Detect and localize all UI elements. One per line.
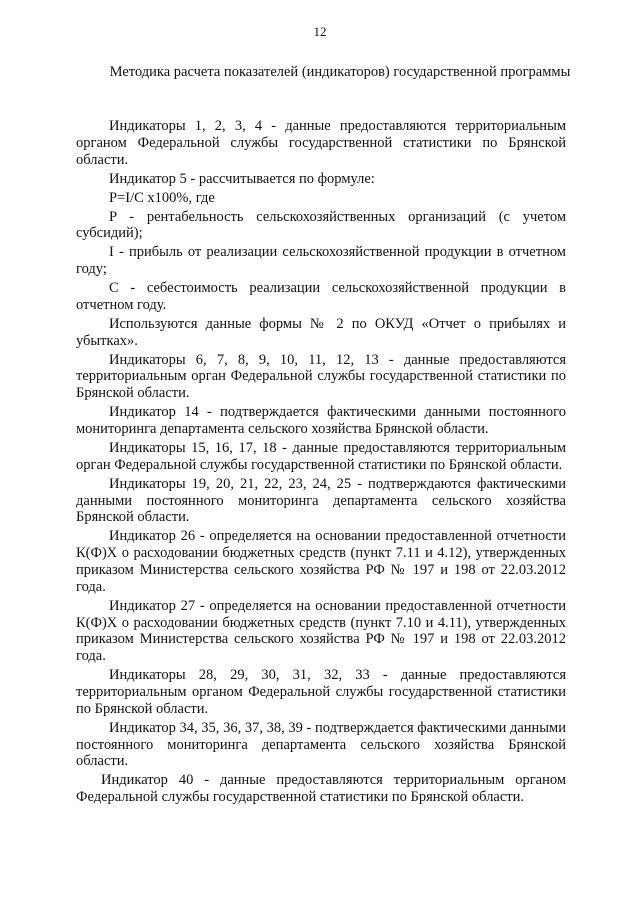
paragraph-indicators-1-4: Индикаторы 1, 2, 3, 4 - данные предоставляются территориальным органом Федеральной службы государственной статистики по Брянской области. <box>76 118 566 168</box>
paragraph-indicators-34-39: Индикатор 34, 35, 36, 37, 38, 39 - подтверждается фактическими данными постоянного мониторинга департамента сельского хозяйства Брянской области. <box>76 719 566 770</box>
formula: P=I/C x100%, где <box>109 189 215 206</box>
paragraph-indicators-28-33: Индикаторы 28, 29, 30, 31, 32, 33 - данные предоставляются территориальным органом Федеральной службы государственной статистики по Брянской области. <box>76 667 566 717</box>
paragraph-okud-form: Используются данные формы № 2 по ОКУД «Отчет о прибылях и убытках». <box>76 315 566 349</box>
document-title: Методика расчета показателей (индикаторов) государственной программы <box>109 64 571 80</box>
paragraph-indicator-27: Индикатор 27 - определяется на основании предоставленной отчетности К(Ф)Х о расходовании бюджетных средств (пункт 7.10 и 4.11), утвержденных приказом Министерства сельского хозяйства РФ № 197 и 198 от 22.03.2012 года. <box>76 597 566 665</box>
formula-definition-i: I - прибыль от реализации сельскохозяйственной продукции в отчетном году; <box>76 244 566 278</box>
paragraph-indicators-19-25: Индикаторы 19, 20, 21, 22, 23, 24, 25 - подтверждаются фактическими данными постоянного мониторинга департамента сельского хозяйства Брянской области. <box>76 475 566 526</box>
paragraph-indicator-14: Индикатор 14 - подтверждается фактическими данными постоянного мониторинга департамента сельского хозяйства Брянской области. <box>76 404 566 438</box>
paragraph-indicator-5: Индикатор 5 - рассчитывается по формуле: <box>109 170 375 187</box>
document-body <box>76 118 566 808</box>
paragraph-indicator-40: Индикатор 40 - данные предоставляются территориальным органом Федеральной службы государственной статистики по Брянской области. <box>76 772 566 806</box>
paragraph-indicators-15-18: Индикаторы 15, 16, 17, 18 - данные предоставляются территориальным орган Федеральной службы государственной статистики по Брянской области. <box>76 440 566 473</box>
formula-definition-p: P - рентабельность сельскохозяйственных организаций (с учетом субсидий); <box>76 208 566 242</box>
paragraph-indicator-26: Индикатор 26 - определяется на основании предоставленной отчетности К(Ф)Х о расходовании бюджетных средств (пункт 7.11 и 4.12), утвержденных приказом Министерства сельского хозяйства РФ № 197 и 198 от 22.03.2012 года. <box>76 528 566 595</box>
paragraph-indicators-6-13: Индикаторы 6, 7, 8, 9, 10, 11, 12, 13 - данные предоставляются территориальным орган Федеральной службы государственной статистики по Брянской области. <box>76 351 566 402</box>
page-number: 12 <box>313 24 327 39</box>
formula-definition-c: C - себестоимость реализации сельскохозяйственной продукции в отчетном году. <box>76 280 566 313</box>
